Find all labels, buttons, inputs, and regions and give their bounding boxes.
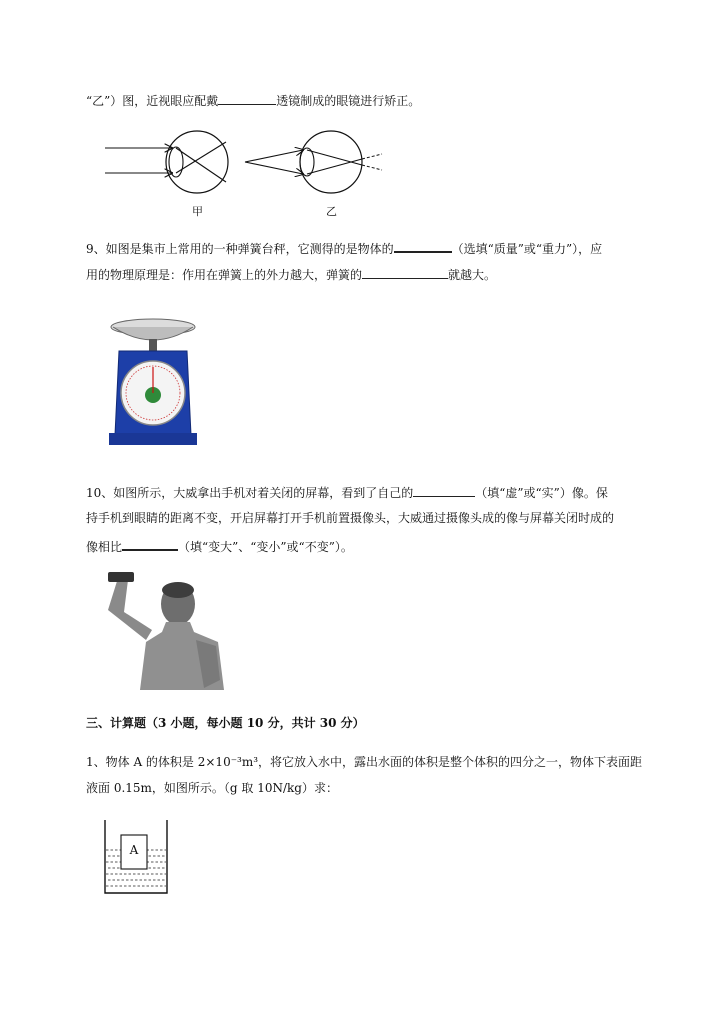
container-block-diagram (104, 820, 168, 894)
q9-text-1b: （选填“质量”或“重力”），应 (451, 242, 603, 256)
q9-line-2 (86, 266, 496, 283)
q10-line-1 (86, 484, 608, 501)
eye-diagram-figure (100, 125, 390, 200)
q9-line-1 (86, 239, 602, 257)
q8-text-b: 透镜制成的眼镜进行矫正。 (276, 94, 421, 108)
calc1-line-2: 液面 0.15m，如图所示。（g 取 10N/kg）求： (86, 781, 338, 795)
q8-blank[interactable] (218, 92, 276, 105)
q10-text-1a: 10、如图所示，大威拿出手机对着关闭的屏幕，看到了自己的 (86, 486, 414, 500)
eye-label-right: 乙 (326, 205, 337, 218)
block-a-label: A (129, 843, 139, 857)
q8-line (86, 92, 420, 109)
q10-blank-1[interactable] (413, 484, 475, 497)
q9-text-1a: 9、如图是集市上常用的一种弹簧台秤，它测得的是物体的 (86, 242, 394, 256)
q10-line-2: 持手机到眼睛的距离不变，开启屏幕打开手机前置摄像头，大威通过摄像头成的像与屏幕关闭时成的 (86, 511, 615, 525)
container-svg (104, 820, 168, 894)
q8-text-a: “乙”）图，近视眼应配戴 (86, 94, 219, 108)
q10-text-1b: （填“虚”或“实”）像。保 (475, 486, 608, 500)
q9-blank-2[interactable] (362, 266, 448, 279)
q10-blank-2[interactable] (122, 537, 178, 551)
q10-text-3a: 像相比 (86, 540, 123, 554)
person-selfie-image (100, 570, 225, 690)
q9-text-2b: 就越大。 (448, 268, 497, 282)
eye-diagram-right (245, 131, 382, 193)
q9-blank-1[interactable] (394, 239, 452, 253)
eye-label-left: 甲 (192, 205, 203, 218)
q9-text-2a: 用的物理原理是：作用在弹簧上的外力越大，弹簧的 (86, 268, 363, 282)
q10-text-3b: （填“变大”、“变小”或“不变”）。 (178, 540, 353, 554)
spring-scale-image (105, 305, 200, 450)
calc1-line-1: 1、物体 A 的体积是 2×10⁻³m³，将它放入水中，露出水面的体积是整个体积的四分之一，物体下表面距 (86, 755, 643, 769)
section-3-heading: 三、计算题（3 小题，每小题 10 分，共计 30 分） (86, 716, 365, 730)
eye-diagram-left (105, 131, 228, 193)
q10-line-3 (86, 537, 353, 555)
